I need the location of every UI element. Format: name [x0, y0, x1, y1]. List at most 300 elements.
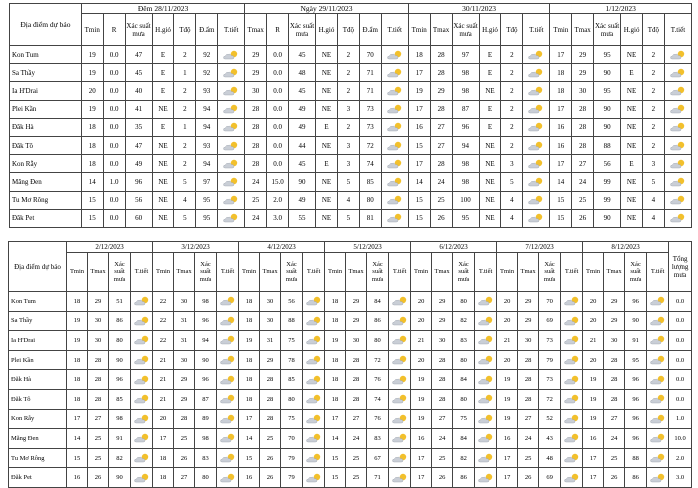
weather-cell [561, 370, 583, 390]
value-cell: 5 [174, 173, 196, 191]
value-cell: 18 [81, 136, 103, 154]
col-header: Tmin [239, 253, 260, 292]
value-cell: 95 [625, 350, 647, 370]
weather-cell [217, 389, 239, 409]
weather-cell [647, 389, 669, 409]
value-cell: 17 [411, 468, 432, 488]
value-cell: 19 [497, 370, 518, 390]
table-row [9, 468, 692, 488]
value-cell: 18 [67, 389, 88, 409]
partly-cloudy-icon [477, 473, 495, 483]
partly-cloudy-icon [669, 104, 687, 114]
weather-cell [131, 448, 153, 468]
forecast-table-extended-range [8, 241, 692, 488]
location-cell: Ia H'Drai [9, 331, 67, 351]
value-cell: 5 [174, 209, 196, 227]
value-cell: 95 [196, 209, 218, 227]
table-row [10, 173, 692, 191]
weather-cell [523, 173, 550, 191]
value-cell: 28 [604, 389, 625, 409]
value-cell: 18 [67, 350, 88, 370]
value-cell: 29 [174, 370, 195, 390]
value-cell: 17 [583, 468, 604, 488]
partly-cloudy-icon [391, 473, 409, 483]
partly-cloudy-icon [386, 50, 404, 60]
value-cell: 28 [572, 118, 594, 136]
value-cell: 95 [594, 82, 621, 100]
value-cell: 87 [452, 100, 479, 118]
value-cell: 20 [411, 292, 432, 312]
value-cell: 26 [88, 468, 109, 488]
value-cell: 20 [411, 311, 432, 331]
value-cell: E [479, 64, 501, 82]
table-row [9, 331, 692, 351]
value-cell: 30 [245, 82, 267, 100]
value-cell: 26 [432, 468, 453, 488]
value-cell: 30 [572, 82, 594, 100]
col-header: T.tiết [389, 253, 411, 292]
value-cell: 85 [281, 370, 303, 390]
value-cell: 24 [572, 173, 594, 191]
value-cell: 25 [88, 429, 109, 449]
table-row [10, 118, 692, 136]
value-cell: 48 [539, 448, 561, 468]
value-cell: 21 [153, 389, 174, 409]
partly-cloudy-icon [669, 159, 687, 169]
partly-cloudy-icon [222, 86, 240, 96]
value-cell: 20 [497, 311, 518, 331]
value-cell: 41 [125, 100, 152, 118]
value-cell: 21 [497, 331, 518, 351]
value-cell: 71 [359, 82, 381, 100]
day-header: 6/12/2023 [411, 242, 497, 253]
forecast-table-short-range [9, 3, 692, 228]
partly-cloudy-icon [133, 335, 151, 345]
value-cell: 96 [625, 409, 647, 429]
weather-cell [217, 429, 239, 449]
location-cell: Plei Kần [10, 100, 82, 118]
value-cell: 96 [625, 292, 647, 312]
value-cell: 100 [452, 191, 479, 209]
table-row [9, 292, 692, 312]
value-cell: 49 [289, 191, 316, 209]
col-header: Xác suất mưa [367, 253, 389, 292]
partly-cloudy-icon [391, 355, 409, 365]
value-cell: 5 [643, 173, 665, 191]
table-row [9, 448, 692, 468]
value-cell: 86 [109, 311, 131, 331]
value-cell: 16 [497, 429, 518, 449]
partly-cloudy-icon [386, 177, 404, 187]
value-cell: 1 [174, 64, 196, 82]
value-cell: 28 [432, 389, 453, 409]
value-cell: 49 [289, 100, 316, 118]
value-cell: 18 [550, 82, 572, 100]
partly-cloudy-icon [477, 296, 495, 306]
value-cell: 28 [88, 350, 109, 370]
col-header: Tđộ [643, 14, 665, 46]
value-cell: 29 [432, 292, 453, 312]
partly-cloudy-icon [305, 414, 323, 424]
weather-cell [647, 429, 669, 449]
weather-cell [475, 468, 497, 488]
value-cell: 30 [518, 331, 539, 351]
weather-cell [381, 173, 408, 191]
day-header: 1/12/2023 [550, 4, 692, 14]
value-cell: 19 [325, 331, 346, 351]
weather-cell [389, 468, 411, 488]
col-header: T.tiết [561, 253, 583, 292]
partly-cloudy-icon [219, 375, 237, 385]
total-rain-header: Tổng lượng mưa [669, 242, 692, 292]
value-cell: 17 [408, 100, 430, 118]
weather-cell [218, 64, 245, 82]
value-cell: 19 [583, 370, 604, 390]
value-cell: 94 [196, 100, 218, 118]
value-cell: 14 [67, 429, 88, 449]
value-cell: 17 [408, 155, 430, 173]
value-cell: 93 [196, 136, 218, 154]
value-cell: 24 [430, 173, 452, 191]
value-cell: 30 [174, 292, 195, 312]
weather-cell [303, 331, 325, 351]
partly-cloudy-icon [527, 213, 545, 223]
table-row [10, 46, 692, 64]
value-cell: 2 [643, 136, 665, 154]
partly-cloudy-icon [391, 414, 409, 424]
value-cell: 20 [583, 350, 604, 370]
value-cell: 18 [67, 370, 88, 390]
location-cell: Đăk Pet [10, 209, 82, 227]
value-cell: 2 [174, 46, 196, 64]
value-cell: 18 [325, 350, 346, 370]
value-cell: 30 [88, 331, 109, 351]
value-cell: 0.0 [103, 136, 125, 154]
location-cell: Đăk Tô [10, 136, 82, 154]
value-cell: 70 [539, 292, 561, 312]
value-cell: 2.0 [267, 191, 289, 209]
value-cell: 28 [604, 370, 625, 390]
partly-cloudy-icon [219, 433, 237, 443]
value-cell: 19 [497, 389, 518, 409]
weather-cell [381, 118, 408, 136]
col-header: T.tiết [381, 14, 408, 46]
weather-cell [664, 64, 691, 82]
col-header: T.tiết [475, 253, 497, 292]
value-cell: NE [479, 191, 501, 209]
weather-cell [389, 389, 411, 409]
value-cell: 2 [174, 100, 196, 118]
col-header: Tmax [260, 253, 281, 292]
value-cell: 98 [109, 409, 131, 429]
col-header: T.tiết [523, 14, 550, 46]
value-cell: 28 [346, 370, 367, 390]
value-cell: 28 [430, 100, 452, 118]
weather-cell [217, 311, 239, 331]
weather-cell [647, 311, 669, 331]
partly-cloudy-icon [133, 414, 151, 424]
partly-cloudy-icon [219, 473, 237, 483]
value-cell: 88 [281, 311, 303, 331]
value-cell: NE [316, 136, 338, 154]
value-cell: 30 [174, 350, 195, 370]
partly-cloudy-icon [527, 68, 545, 78]
partly-cloudy-icon [219, 296, 237, 306]
value-cell: 25 [572, 191, 594, 209]
value-cell: 3 [501, 155, 523, 173]
col-header: Tmin [408, 14, 430, 46]
value-cell: NE [152, 173, 174, 191]
weather-cell [131, 429, 153, 449]
weather-cell [218, 191, 245, 209]
value-cell: 98 [195, 292, 217, 312]
col-header: T.tiết [303, 253, 325, 292]
value-cell: 21 [411, 331, 432, 351]
value-cell: 18 [239, 292, 260, 312]
value-cell: NE [316, 191, 338, 209]
value-cell: 2 [643, 118, 665, 136]
value-cell: 47 [125, 136, 152, 154]
value-cell: 24 [346, 429, 367, 449]
partly-cloudy-icon [527, 86, 545, 96]
value-cell: NE [316, 46, 338, 64]
partly-cloudy-icon [133, 473, 151, 483]
location-cell: Kon Tum [10, 46, 82, 64]
partly-cloudy-icon [563, 375, 581, 385]
weather-cell [561, 292, 583, 312]
weather-cell [389, 350, 411, 370]
partly-cloudy-icon [133, 394, 151, 404]
col-header: Tmax [572, 14, 594, 46]
weather-cell [389, 429, 411, 449]
partly-cloudy-icon [669, 122, 687, 132]
value-cell: 94 [452, 136, 479, 154]
partly-cloudy-icon [222, 177, 240, 187]
partly-cloudy-icon [649, 355, 667, 365]
day-header: 7/12/2023 [497, 242, 583, 253]
value-cell: E [152, 118, 174, 136]
value-cell: 51 [109, 292, 131, 312]
value-cell: 18 [67, 292, 88, 312]
value-cell: 96 [195, 370, 217, 390]
day-header: 4/12/2023 [239, 242, 325, 253]
partly-cloudy-icon [669, 195, 687, 205]
weather-cell [389, 331, 411, 351]
value-cell: 0.0 [103, 155, 125, 173]
col-header: Xác suất mưa [289, 14, 316, 46]
value-cell: 80 [367, 331, 389, 351]
partly-cloudy-icon [305, 375, 323, 385]
weather-cell [561, 468, 583, 488]
value-cell: 26 [260, 468, 281, 488]
value-cell: 86 [453, 468, 475, 488]
table-row [9, 370, 692, 390]
weather-cell [664, 46, 691, 64]
col-header: H.gió [152, 14, 174, 46]
value-cell: 85 [359, 173, 381, 191]
weather-cell [131, 350, 153, 370]
value-cell: 95 [452, 209, 479, 227]
value-cell: NE [152, 155, 174, 173]
value-cell: 1 [174, 118, 196, 136]
value-cell: 82 [453, 448, 475, 468]
value-cell: 14 [239, 429, 260, 449]
weather-cell [647, 370, 669, 390]
value-cell: 18 [408, 46, 430, 64]
value-cell: 28 [518, 350, 539, 370]
value-cell: E [479, 100, 501, 118]
weather-cell [561, 311, 583, 331]
value-cell: 27 [174, 468, 195, 488]
table1-column-header-row [10, 14, 692, 46]
col-header: Xác suất mưa [594, 14, 621, 46]
value-cell: E [479, 118, 501, 136]
location-cell: Kon Rẫy [10, 155, 82, 173]
value-cell: 29 [432, 311, 453, 331]
value-cell: 82 [109, 448, 131, 468]
value-cell: E [479, 46, 501, 64]
partly-cloudy-icon [391, 296, 409, 306]
col-header: Xác suất mưa [109, 253, 131, 292]
weather-cell [664, 82, 691, 100]
partly-cloudy-icon [477, 453, 495, 463]
partly-cloudy-icon [649, 473, 667, 483]
value-cell: 98 [452, 64, 479, 82]
value-cell: 17 [153, 429, 174, 449]
partly-cloudy-icon [219, 453, 237, 463]
col-header: H.gió [479, 14, 501, 46]
value-cell: 28 [245, 118, 267, 136]
location-header: Địa điểm dự báo [10, 4, 82, 46]
value-cell: 28 [260, 389, 281, 409]
value-cell: 80 [281, 389, 303, 409]
value-cell: 30 [604, 331, 625, 351]
value-cell: 28 [430, 46, 452, 64]
value-cell: 28 [572, 136, 594, 154]
value-cell: 80 [453, 350, 475, 370]
col-header: Tmax [88, 253, 109, 292]
table-row [9, 311, 692, 331]
partly-cloudy-icon [305, 453, 323, 463]
partly-cloudy-icon [527, 122, 545, 132]
weather-cell [664, 155, 691, 173]
value-cell: 15 [81, 191, 103, 209]
value-cell: 1.0 [103, 173, 125, 191]
value-cell: 29 [260, 350, 281, 370]
weather-cell [389, 311, 411, 331]
weather-cell [217, 370, 239, 390]
value-cell: 20 [583, 311, 604, 331]
value-cell: 99 [594, 191, 621, 209]
weather-cell [475, 409, 497, 429]
partly-cloudy-icon [305, 316, 323, 326]
value-cell: 30 [260, 311, 281, 331]
value-cell: 94 [195, 331, 217, 351]
value-cell: 73 [539, 331, 561, 351]
value-cell: 74 [367, 389, 389, 409]
value-cell: 27 [430, 118, 452, 136]
value-cell: E [621, 155, 643, 173]
value-cell: 71 [367, 468, 389, 488]
col-header: Đ.ẩm [359, 14, 381, 46]
day-header: 8/12/2023 [583, 242, 669, 253]
value-cell: 14 [325, 429, 346, 449]
value-cell: E [152, 64, 174, 82]
value-cell: NE [621, 191, 643, 209]
col-header: Tđộ [337, 14, 359, 46]
partly-cloudy-icon [386, 104, 404, 114]
total-rain-cell: 1.0 [669, 409, 692, 429]
value-cell: 2 [501, 118, 523, 136]
value-cell: 3 [643, 155, 665, 173]
partly-cloudy-icon [649, 414, 667, 424]
partly-cloudy-icon [219, 355, 237, 365]
col-header: T.tiết [131, 253, 153, 292]
value-cell: 29 [346, 292, 367, 312]
value-cell: 97 [452, 46, 479, 64]
value-cell: 28 [245, 155, 267, 173]
value-cell: 4 [501, 209, 523, 227]
value-cell: 25 [432, 448, 453, 468]
value-cell: 75 [281, 331, 303, 351]
value-cell: 28 [346, 389, 367, 409]
value-cell: 26 [430, 209, 452, 227]
value-cell: 25 [518, 448, 539, 468]
value-cell: 0.0 [103, 100, 125, 118]
value-cell: 2 [501, 64, 523, 82]
value-cell: 20 [497, 350, 518, 370]
value-cell: 5 [337, 173, 359, 191]
value-cell: 15 [239, 448, 260, 468]
table-row [9, 350, 692, 370]
value-cell: 15.0 [267, 173, 289, 191]
value-cell: 28 [430, 64, 452, 82]
partly-cloudy-icon [563, 414, 581, 424]
value-cell: 29 [245, 46, 267, 64]
value-cell: 96 [452, 118, 479, 136]
value-cell: 25 [346, 468, 367, 488]
value-cell: 17 [550, 100, 572, 118]
location-cell: Ia H'Drai [10, 82, 82, 100]
value-cell: 30 [88, 311, 109, 331]
value-cell: 90 [109, 468, 131, 488]
value-cell: NE [621, 46, 643, 64]
value-cell: 0.0 [103, 209, 125, 227]
value-cell: 0.0 [103, 118, 125, 136]
value-cell: 2 [643, 46, 665, 64]
value-cell: 45 [289, 82, 316, 100]
value-cell: 29 [572, 64, 594, 82]
value-cell: 90 [594, 100, 621, 118]
value-cell: NE [152, 136, 174, 154]
value-cell: 47 [125, 46, 152, 64]
value-cell: 72 [367, 350, 389, 370]
partly-cloudy-icon [649, 335, 667, 345]
weather-cell [303, 448, 325, 468]
partly-cloudy-icon [222, 104, 240, 114]
value-cell: 19 [81, 46, 103, 64]
location-cell: Tu Mơ Rông [10, 191, 82, 209]
value-cell: 55 [289, 209, 316, 227]
location-cell: Sa Thầy [9, 311, 67, 331]
value-cell: 28 [604, 350, 625, 370]
weather-cell [381, 136, 408, 154]
value-cell: 20 [583, 292, 604, 312]
value-cell: 4 [643, 191, 665, 209]
value-cell: 4 [174, 191, 196, 209]
weather-cell [523, 191, 550, 209]
value-cell: 91 [625, 331, 647, 351]
